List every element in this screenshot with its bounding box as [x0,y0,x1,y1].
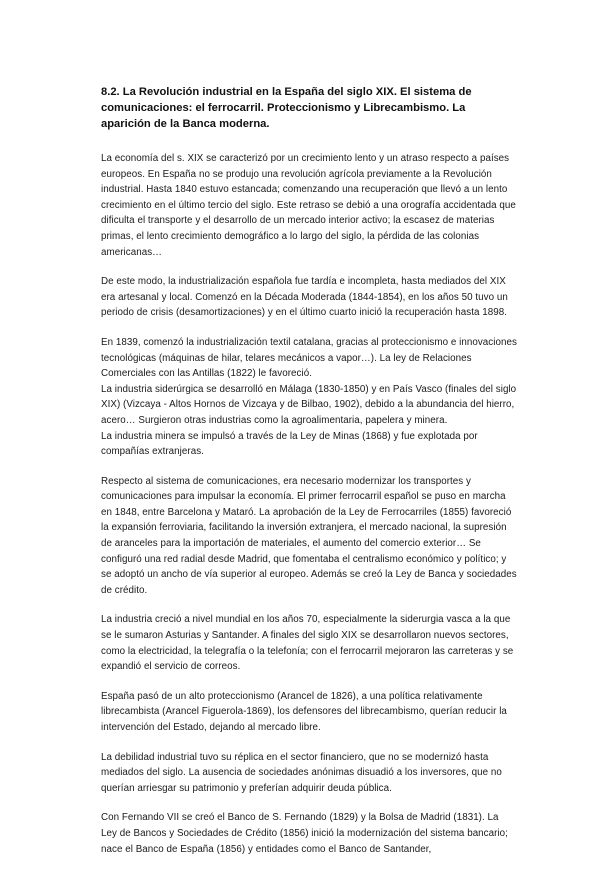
paragraph-line: Respecto al sistema de comunicaciones, era necesario modernizar los transportes y comunicaciones para impulsar la economía. El primer ferrocarril español se puso en marcha en 1848, entre Barcelona y Mataró. La aprobación de la Ley de Ferrocarriles (1855) favoreció la expansión ferroviaria, facilitando la inversión extranjera, el mercado nacional, la supresión de aranceles para la importación de materiales, el aumento del comercio exterior… Se configuró una red radial desde Madrid, que fomentaba el centralismo económico y político; y se adoptó un ancho de vía superior al europeo. Además se creó la Ley de Banca y sociedades de crédito. [101,475,517,596]
paragraph-2 [101,274,517,321]
paragraph-line: La industria minera se impulsó a través de la Ley de Minas (1868) y fue explotada por compañías extranjeras. [101,430,478,458]
paragraph-8 [101,810,517,857]
paragraph-3 [101,335,517,460]
paragraph-7 [101,750,517,797]
document-title: 8.2. La Revolución industrial en la España del siglo XIX. El sistema de comunicaciones: el ferrocarril. Proteccionismo y Librecambismo. La aparición de la Banca moderna. [101,86,472,130]
paragraph-line: La debilidad industrial tuvo su réplica en el sector financiero, que no se modernizó hasta mediados del siglo. La ausencia de sociedades anónimas disuadió a los inversores, que no querían arriesgar su patrimonio y preferían adquirir deuda pública. [101,751,502,794]
paragraph-line: En 1839, comenzó la industrialización textil catalana, gracias al proteccionismo e innovaciones tecnológicas (máquinas de hilar, telares mecánicos a vapor…). La ley de Relaciones Comerciales con las Antillas (1822) le favoreció. [101,336,517,380]
paragraph-line: La industria siderúrgica se desarrolló en Málaga (1830-1850) y en País Vasco (finales del siglo XIX) (Vizcaya - Altos Hornos de Vizcaya y de Bilbao, 1902), debido a la abundancia del hierro, acero… Surgieron otras industrias como la agroalimentaria, papelera y minera. [101,383,517,426]
paragraph-4 [101,474,517,599]
paragraph-5 [101,612,517,674]
paragraph-6 [101,689,517,736]
document-body [101,84,517,871]
paragraph-line: La economía del s. XIX se caracterizó por un crecimiento lento y un atraso respecto a países europeos. En España no se produjo una revolución agrícola previamente a la Revolución industrial. Hasta 1840 estuvo estancada; comenzando una recuperación que llevó a un lento crecimiento en el último tercio del siglo. Este retraso se debió a una orografía accidentada que dificulta el transporte y el desarrollo de un mercado interior activo; la escasez de materias primas, el lento crecimiento demográfico a lo largo del siglo, la pérdida de las colonias americanas… [101,153,516,258]
paragraph-line: Con Fernando VII se creó el Banco de S. Fernando (1829) y la Bolsa de Madrid (1831). La Ley de Bancos y Sociedades de Crédito (1856) inició la modernización del sistema bancario; nace el Banco de España (1856) y entidades como el Banco de Santander, [101,812,508,855]
paragraph-line: De este modo, la industrialización española fue tardía e incompleta, hasta mediados del XIX era artesanal y local. Comenzó en la Década Moderada (1844-1854), en los años 50 tuvo un periodo de crisis (desamortizaciones) y en el último cuarto inició la recuperación hasta 1898. [101,276,508,319]
paragraph-line: España pasó de un alto proteccionismo (Arancel de 1826), a una política relativamente librecambista (Arancel Figuerola-1869), los defensores del librecambismo, querían reducir la intervención del Estado, dejando al mercado libre. [101,690,507,733]
paragraph-line: La industria creció a nivel mundial en los años 70, especialmente la siderurgia vasca a la que se le sumaron Asturias y Santander. A finales del siglo XIX se desarrollaron nuevos sectores, como la electricidad, la telegrafía o la telefonía; con el ferrocarril mejoraron las carreteras y se expandió el servicio de correos. [101,614,514,673]
paragraph-1 [101,151,517,260]
